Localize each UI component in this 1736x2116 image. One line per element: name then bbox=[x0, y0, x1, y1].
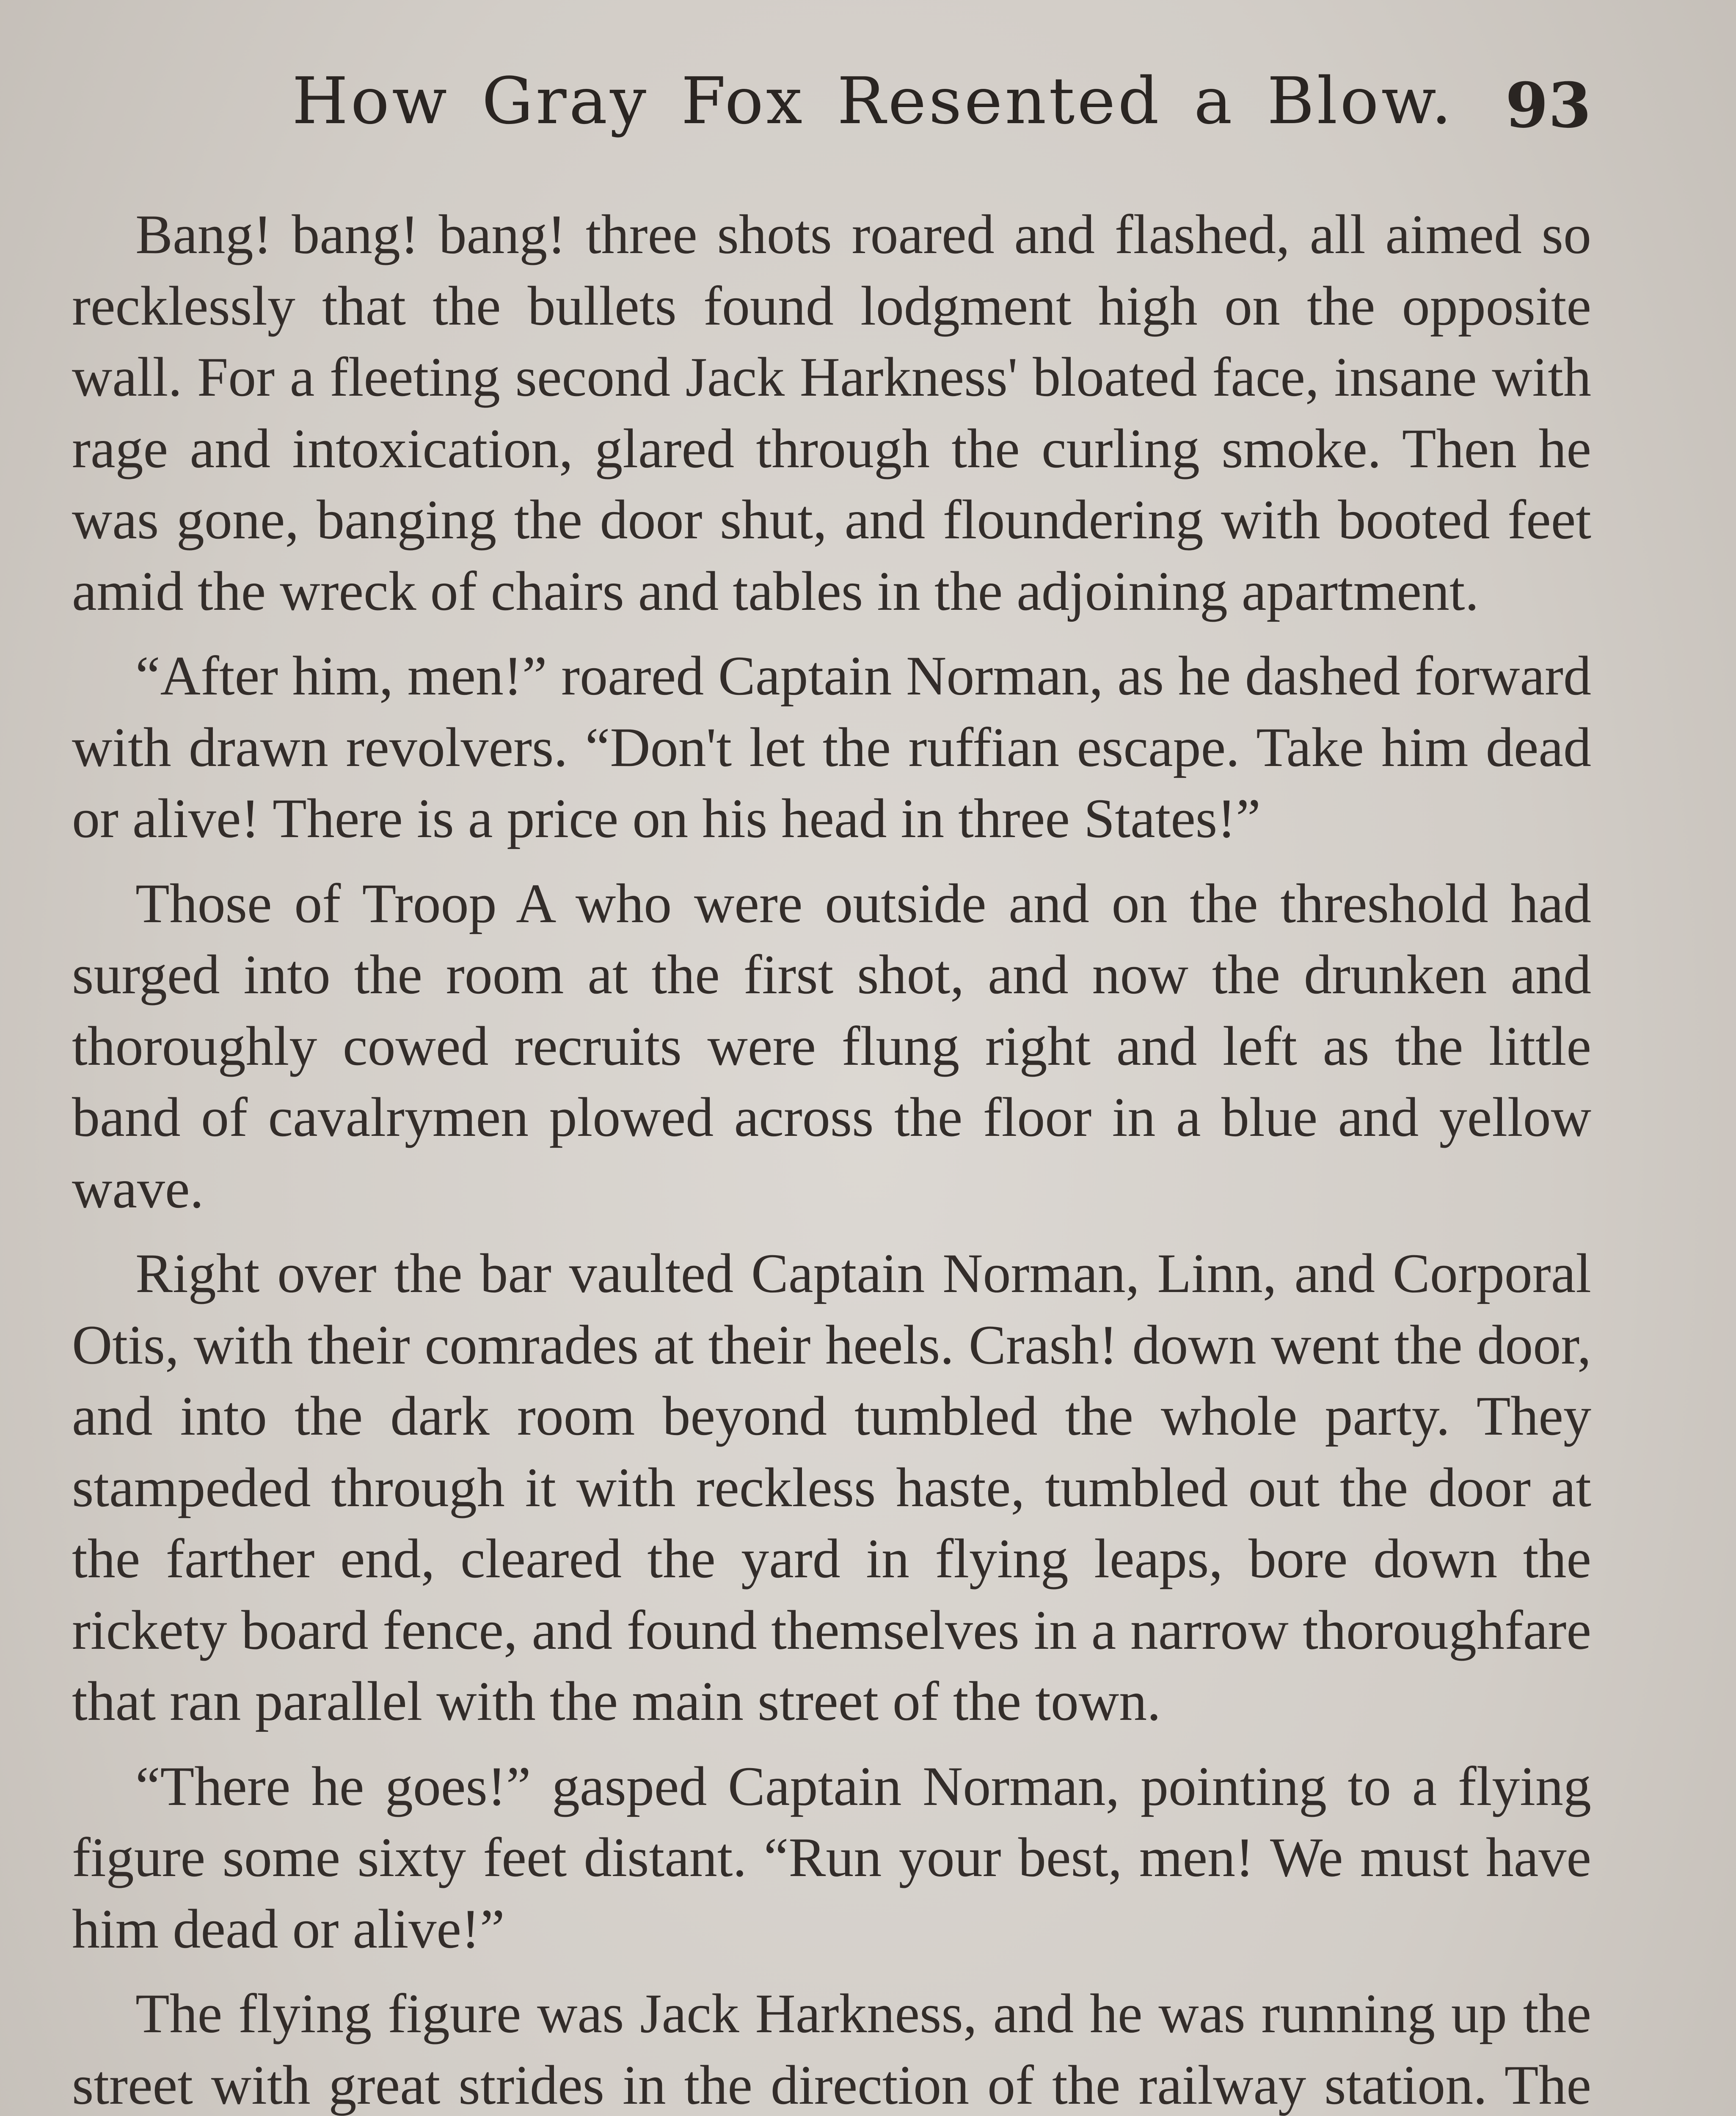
paragraph-5: “There he goes!” gasped Captain Norman, pointing to a flying figure some sixty feet distant. “Run your best, men! We must have him dead or alive!” bbox=[72, 1755, 1591, 1960]
page-number: 93 bbox=[1505, 69, 1591, 142]
paragraph-6: The flying figure was Jack Harkness, and he was running up the street with great strides in the direction of the railway station. The bbox=[72, 1982, 1591, 2116]
page-header bbox=[72, 63, 1591, 148]
body-text bbox=[72, 199, 1591, 2116]
paragraph-3: Those of Troop A who were outside and on the threshold had surged into the room at the first shot, and now the drunken and thoroughly cowed recruits were flung right and left as the little band of cavalrymen plowed across the floor in a blue and yellow wave. bbox=[72, 872, 1591, 1220]
paragraph-4: Right over the bar vaulted Captain Norman, Linn, and Corporal Otis, with their comrades at their heels. Crash! down went the door, and into the dark room beyond tumbled the whole party. They stampeded through it with reckless haste, tumbled out the door at the farther end, cleared the yard in flying leaps, bore down the rickety board fence, and found themselves in a narrow thoroughfare that ran parallel with the main street of the town. bbox=[72, 1242, 1591, 1732]
running-title: How Gray Fox Resented a Blow. bbox=[292, 63, 1455, 138]
paragraph-1: Bang! bang! bang! three shots roared and flashed, all aimed so recklessly that the bullets found lodgment high on the opposite wall. For a fleeting second Jack Harkness' bloated face, insane with rage and intoxication, glared through the curling smoke. Then he was gone, banging the door shut, and floundering with booted feet amid the wreck of chairs and tables in the adjoining apartment. bbox=[72, 203, 1591, 622]
paragraph-2: “After him, men!” roared Captain Norman, as he dashed forward with drawn revolvers. “Don't let the ruffian escape. Take him dead or alive! There is a price on his head in three States!” bbox=[72, 645, 1591, 849]
